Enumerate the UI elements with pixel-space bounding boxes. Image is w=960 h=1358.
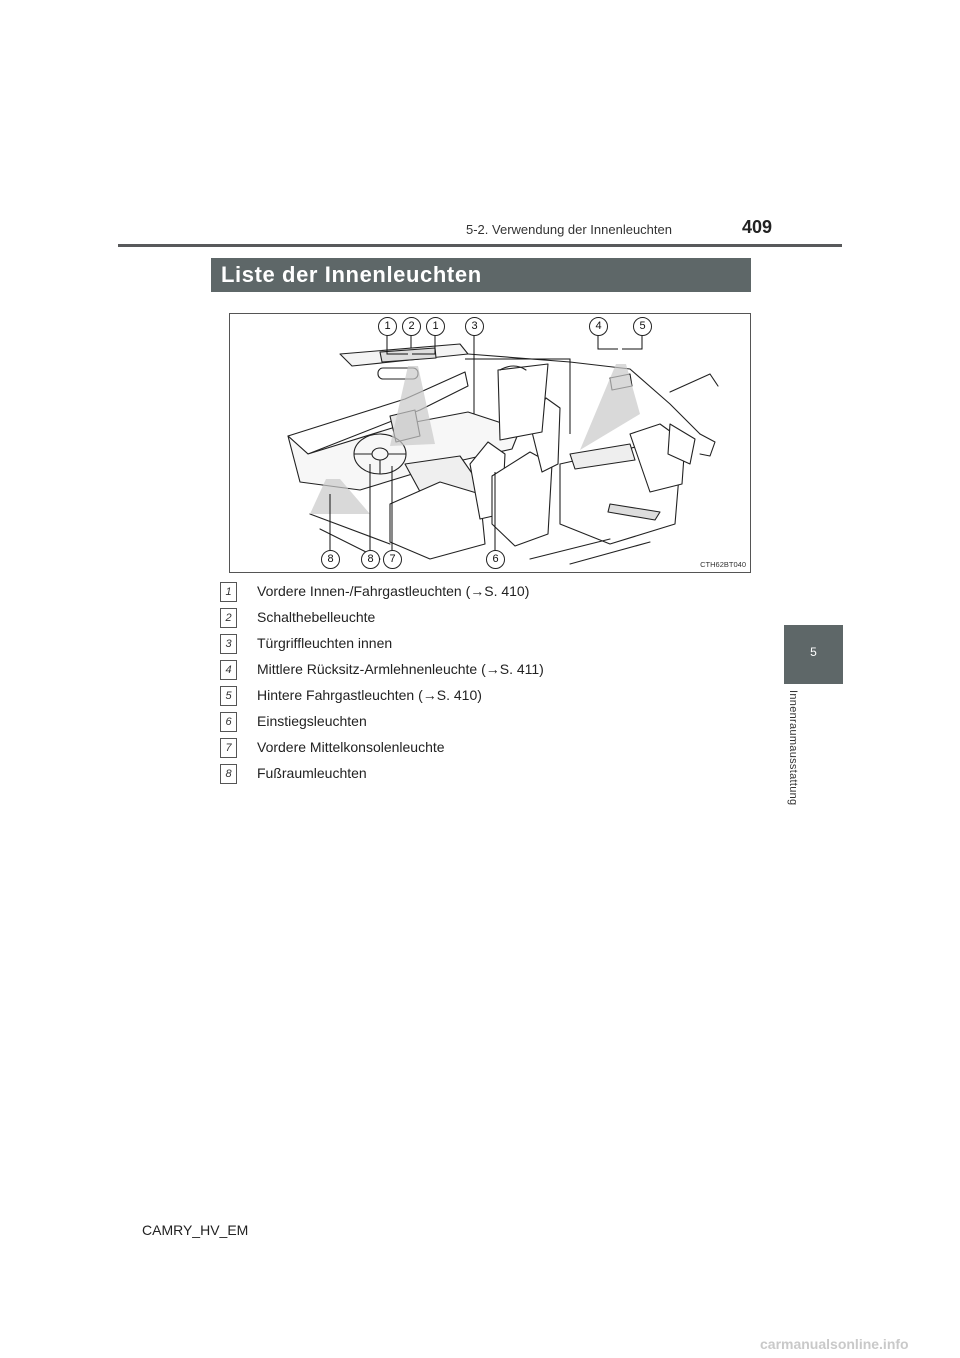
legend-text: Vordere Mittelkonsolenleuchte — [257, 739, 445, 755]
legend-number: 2 — [220, 608, 237, 628]
callout-8b: 8 — [361, 550, 380, 569]
callout-7: 7 — [383, 550, 402, 569]
list-item — [220, 736, 760, 762]
legend-text: Fußraumleuchten — [257, 765, 367, 781]
footer-code: CAMRY_HV_EM — [142, 1222, 249, 1238]
chapter-tab — [784, 625, 843, 684]
legend-text: Mittlere Rücksitz-Armlehnenleuchte (→S. 411) — [257, 661, 544, 677]
legend-list — [220, 580, 760, 788]
chapter-number: 5 — [810, 645, 817, 659]
list-item — [220, 606, 760, 632]
legend-text: Vordere Innen-/Fahrgastleuchten (→S. 410) — [257, 583, 530, 599]
legend-number: 8 — [220, 764, 237, 784]
callout-1: 1 — [378, 317, 397, 336]
legend-text: Einstiegsleuchten — [257, 713, 367, 729]
callout-4: 4 — [589, 317, 608, 336]
legend-number: 5 — [220, 686, 237, 706]
legend-text: Hintere Fahrgastleuchten (→S. 410) — [257, 687, 482, 703]
legend-number: 6 — [220, 712, 237, 732]
callout-8: 8 — [321, 550, 340, 569]
list-item — [220, 632, 760, 658]
figure-callouts — [230, 314, 750, 572]
callout-6: 6 — [486, 550, 505, 569]
chapter-label: Innenraumausstattung — [787, 690, 799, 806]
list-item — [220, 658, 760, 684]
callout-3: 3 — [465, 317, 484, 336]
legend-number: 7 — [220, 738, 237, 758]
legend-text: Türgriffleuchten innen — [257, 635, 393, 651]
watermark[interactable]: carmanualsonline.info — [760, 1336, 909, 1352]
figure-code: CTH62BT040 — [700, 560, 746, 569]
list-item — [220, 580, 760, 606]
header-section-title: 5-2. Verwendung der Innenleuchten — [466, 222, 672, 237]
header-divider — [118, 244, 842, 247]
callout-5: 5 — [633, 317, 652, 336]
legend-number: 1 — [220, 582, 237, 602]
legend-number: 4 — [220, 660, 237, 680]
page-number: 409 — [742, 217, 773, 237]
legend-number: 3 — [220, 634, 237, 654]
list-item — [220, 684, 760, 710]
list-item — [220, 762, 760, 788]
callout-1b: 1 — [426, 317, 445, 336]
callout-2: 2 — [402, 317, 421, 336]
interior-lights-figure — [229, 313, 751, 573]
legend-text: Schalthebelleuchte — [257, 609, 376, 625]
section-title: Liste der Innenleuchten — [211, 258, 751, 292]
list-item — [220, 710, 760, 736]
